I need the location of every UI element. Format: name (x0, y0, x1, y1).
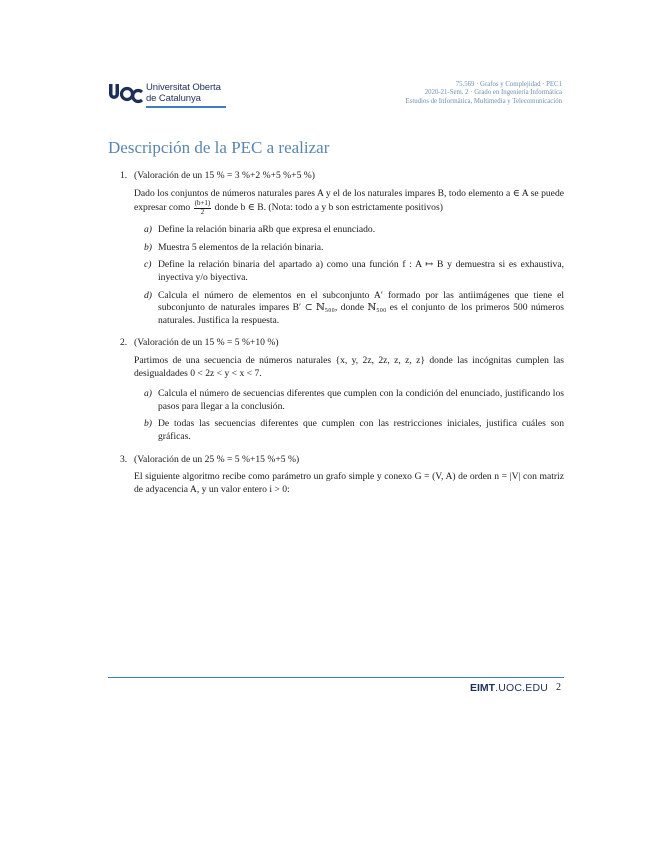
sub-question-a: a) Calcula el número de secuencias diferentes que cumplen con la condición del enunciado, justificando los pasos para llegar a la conclusión. (144, 388, 564, 412)
sub-question-b: b) De todas las secuencias diferentes que cumplen con las restricciones iniciales, justifica cuáles son gráficas. (144, 418, 564, 442)
question-statement: Partimos de una secuencia de números naturales {x, y, 2z, 2z, z, z, z} donde las incógnitas cumplen las desigualdades 0 < 2z < y < x < 7. (134, 354, 564, 379)
page-number: 2 (556, 682, 561, 693)
course-header (406, 81, 562, 106)
studies-line: Estudios de Informática, Multimedia y Telecomunicación (405, 97, 562, 105)
semester-line: 2020-21-Sem. 2 · Grado en Ingeniería Informática (424, 89, 562, 97)
sub-question-a: a) Define la relación binaria aRb que expresa el enunciado. (144, 224, 376, 236)
question-number: 2. (120, 337, 128, 349)
uoc-logo (108, 81, 228, 111)
question-weight: (Valoración de un 25 % = 5 %+15 %+5 %) (134, 453, 300, 465)
question-2 (108, 337, 564, 443)
footer-brand: EIMT.UOC.EDU (470, 682, 549, 694)
section-title: Descripción de la PEC a realizar (108, 138, 330, 157)
logo-underline (146, 106, 226, 108)
question-statement: Dado los conjuntos de números naturales pares A y el de los naturales impares B, todo elemento a ∈ A se puede expresar como $\frac{(b+1)}{2}$ donde b ∈ B. (Nota: todo a y b son estrictamente positivos) (134, 187, 564, 216)
fraction: $\frac{(b+1)}{2}$ (194, 199, 211, 216)
sub-question-c: c) Define la relación binaria del apartado a) como una función f : A ↦ B y demuestra si es exhaustiva, inyectiva y/o biyectiva. (144, 259, 564, 283)
footer-rule (108, 677, 564, 678)
sub-question-b: b) Muestra 5 elementos de la relación binaria. (144, 241, 324, 253)
question-number: 3. (120, 453, 128, 465)
question-statement: El siguiente algoritmo recibe como parámetro un grafo simple y conexo G = (V, A) de orden n = |V| con matriz de adyacencia A, y un valor entero i > 0: (134, 471, 564, 495)
question-number: 1. (120, 170, 128, 181)
course-code-line: 75.569 · Grafos y Complejidad · PEC1 (455, 81, 562, 88)
sub-question-d: d) Calcula el número de elementos en el subconjunto A′ formado por las antiimágenes que tiene el subconjunto de naturales impares B′ ⊂ ℕ₅₀₀, donde ℕ₅₀₀ es el conjunto de los primeros 500 números naturales. Justifica la respuesta. (144, 289, 564, 326)
question-1 (108, 170, 564, 327)
uoc-logo-icon (108, 81, 144, 111)
exercise-list (108, 170, 564, 506)
question-3 (108, 454, 564, 497)
logo-wordmark: Universitat Oberta de Catalunya (146, 82, 221, 104)
question-weight: (Valoración de un 15 % = 5 %+10 %) (134, 337, 279, 349)
question-weight: (Valoración de un 15 % = 3 %+2 %+5 %+5 %) (134, 170, 315, 181)
